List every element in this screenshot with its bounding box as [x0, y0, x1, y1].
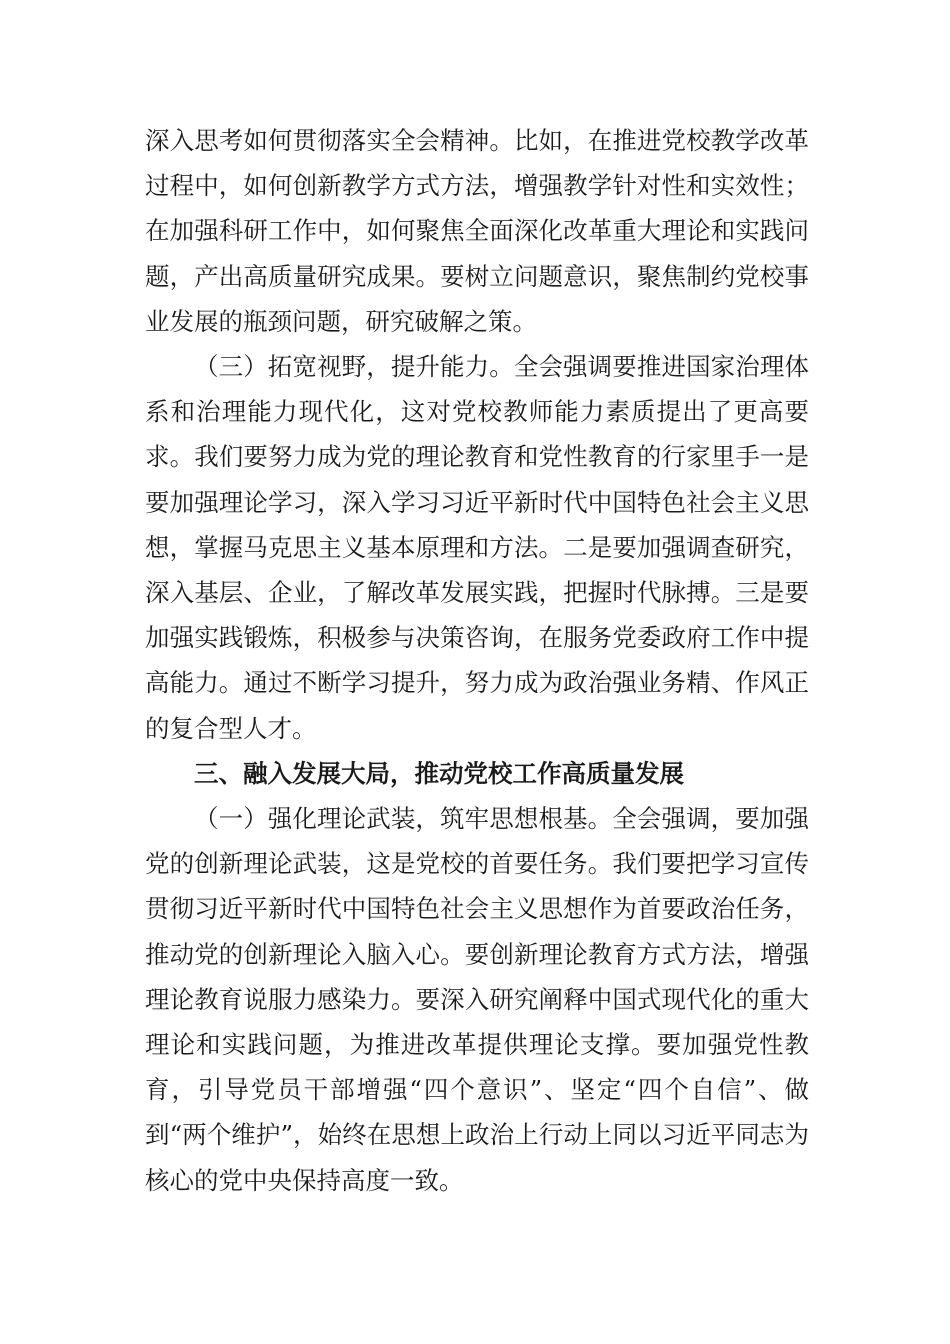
paragraph-broaden-vision: （三）拓宽视野，提升能力。全会强调要推进国家治理体系和治理能力现代化，这对党校教师能力素质提出了更高要求。我们要努力成为党的理论教育和党性教育的行家里手一是要加强理论学习，深入学习习近平新时代中国特色社会主义思想，掌握马克思主义基本原理和方法。二是要加强调查研究，深入基层、企业，了解改革发展实践，把握时代脉搏。三是要加强实践锻炼，积极参与决策咨询，在服务党委政府工作中提高能力。通过不断学习提升，努力成为政治强业务精、作风正的复合型人才。 [145, 352, 809, 743]
section-heading-three: 三、融入发展大局，推动党校工作高质量发展 [194, 758, 684, 788]
document-body [145, 118, 809, 1203]
paragraph-continuation: 深入思考如何贯彻落实全会精神。比如，在推进党校教学改革过程中，如何创新教学方式方法，增强教学针对性和实效性；在加强科研工作中，如何聚焦全面深化改革重大理论和实践问题，产出高质量研究成果。要树立问题意识，聚焦制约党校事业发展的瓶颈问题，研究破解之策。 [145, 126, 809, 336]
paragraph-theory-arming: （一）强化理论武装，筑牢思想根基。全会强调，要加强党的创新理论武装，这是党校的首要任务。我们要把学习宣传贯彻习近平新时代中国特色社会主义思想作为首要政治任务，推动党的创新理论入脑入心。要创新理论教育方式方法，增强理论教育说服力感染力。要深入研究阐释中国式现代化的重大理论和实践问题，为推进改革提供理论支撑。要加强党性教育，引导党员干部增强“四个意识”、坚定“四个自信”、做到“两个维护”，始终在思想上政治上行动上同以习近平同志为核心的党中央保持高度一致。 [145, 804, 809, 1195]
